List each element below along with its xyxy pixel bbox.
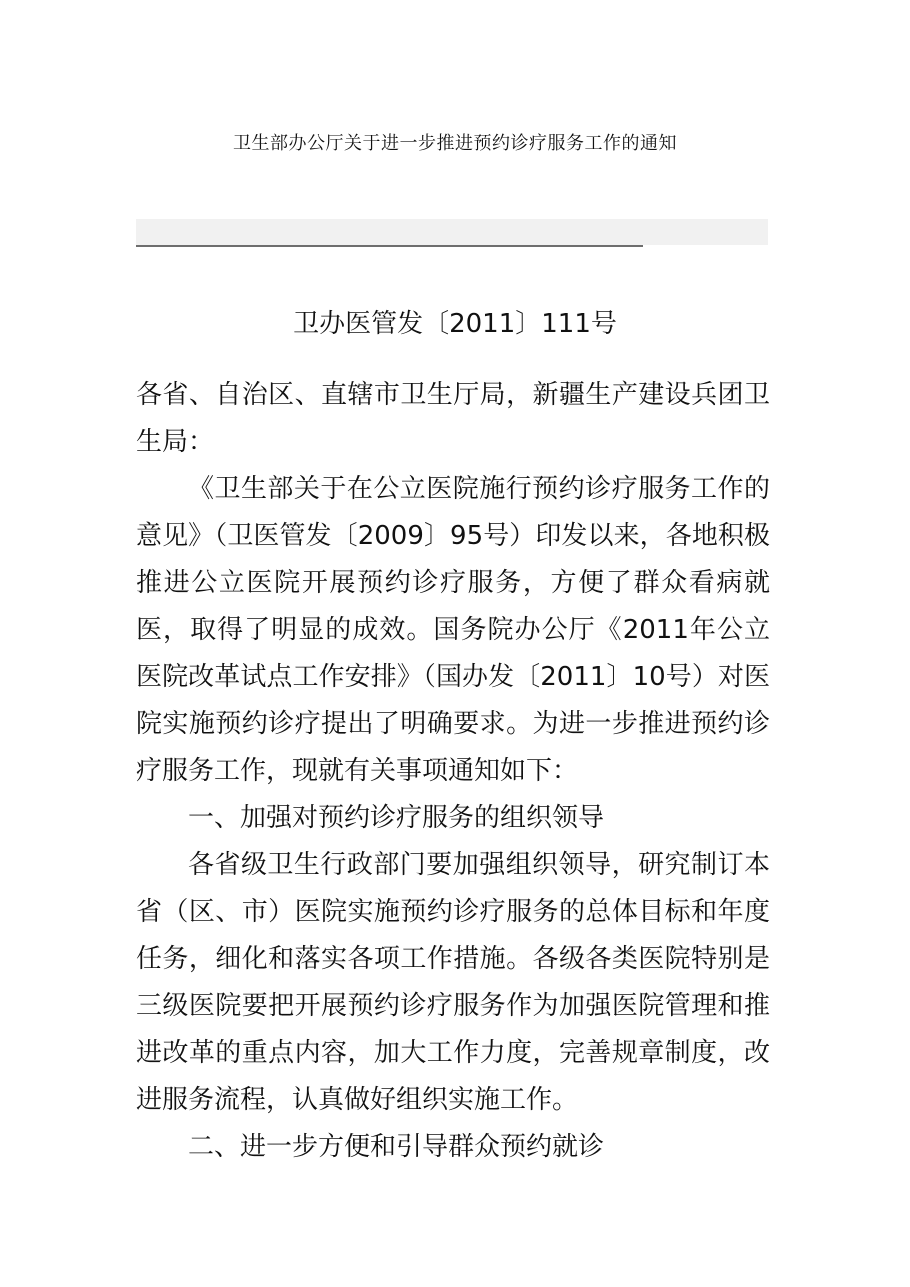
document-body [136,372,770,1171]
section-heading-2: 二、进一步方便和引导群众预约就诊 [188,1132,605,1162]
section-heading-1: 一、加强对预约诊疗服务的组织领导 [188,803,605,833]
paragraph-intro: 《卫生部关于在公立医院施行预约诊疗服务工作的意见》（卫医管发〔2009〕95号）印发以来，各地积极推进公立医院开展预约诊疗服务，方便了群众看病就医，取得了明显的成效。国务院办公厅《2011年公立医院改革试点工作安排》（国办发〔2011〕10号）对医院实施预约诊疗提出了明确要求。为进一步推进预约诊疗服务工作，现就有关事项通知如下： [136,474,770,786]
header-band [136,219,768,245]
paragraph-section-1: 各省级卫生行政部门要加强组织领导，研究制订本省（区、市）医院实施预约诊疗服务的总体目标和年度任务，细化和落实各项工作措施。各级各类医院特别是三级医院要把开展预约诊疗服务作为加强医院管理和推进改革的重点内容，加大工作力度，完善规章制度，改进服务流程，认真做好组织实施工作。 [136,850,770,1115]
salutation: 各省、自治区、直辖市卫生厅局，新疆生产建设兵团卫生局： [136,380,770,457]
document-number: 卫办医管发〔2011〕111号 [293,309,617,339]
document-title: 卫生部办公厅关于进一步推进预约诊疗服务工作的通知 [233,133,677,154]
header-divider [136,245,643,247]
